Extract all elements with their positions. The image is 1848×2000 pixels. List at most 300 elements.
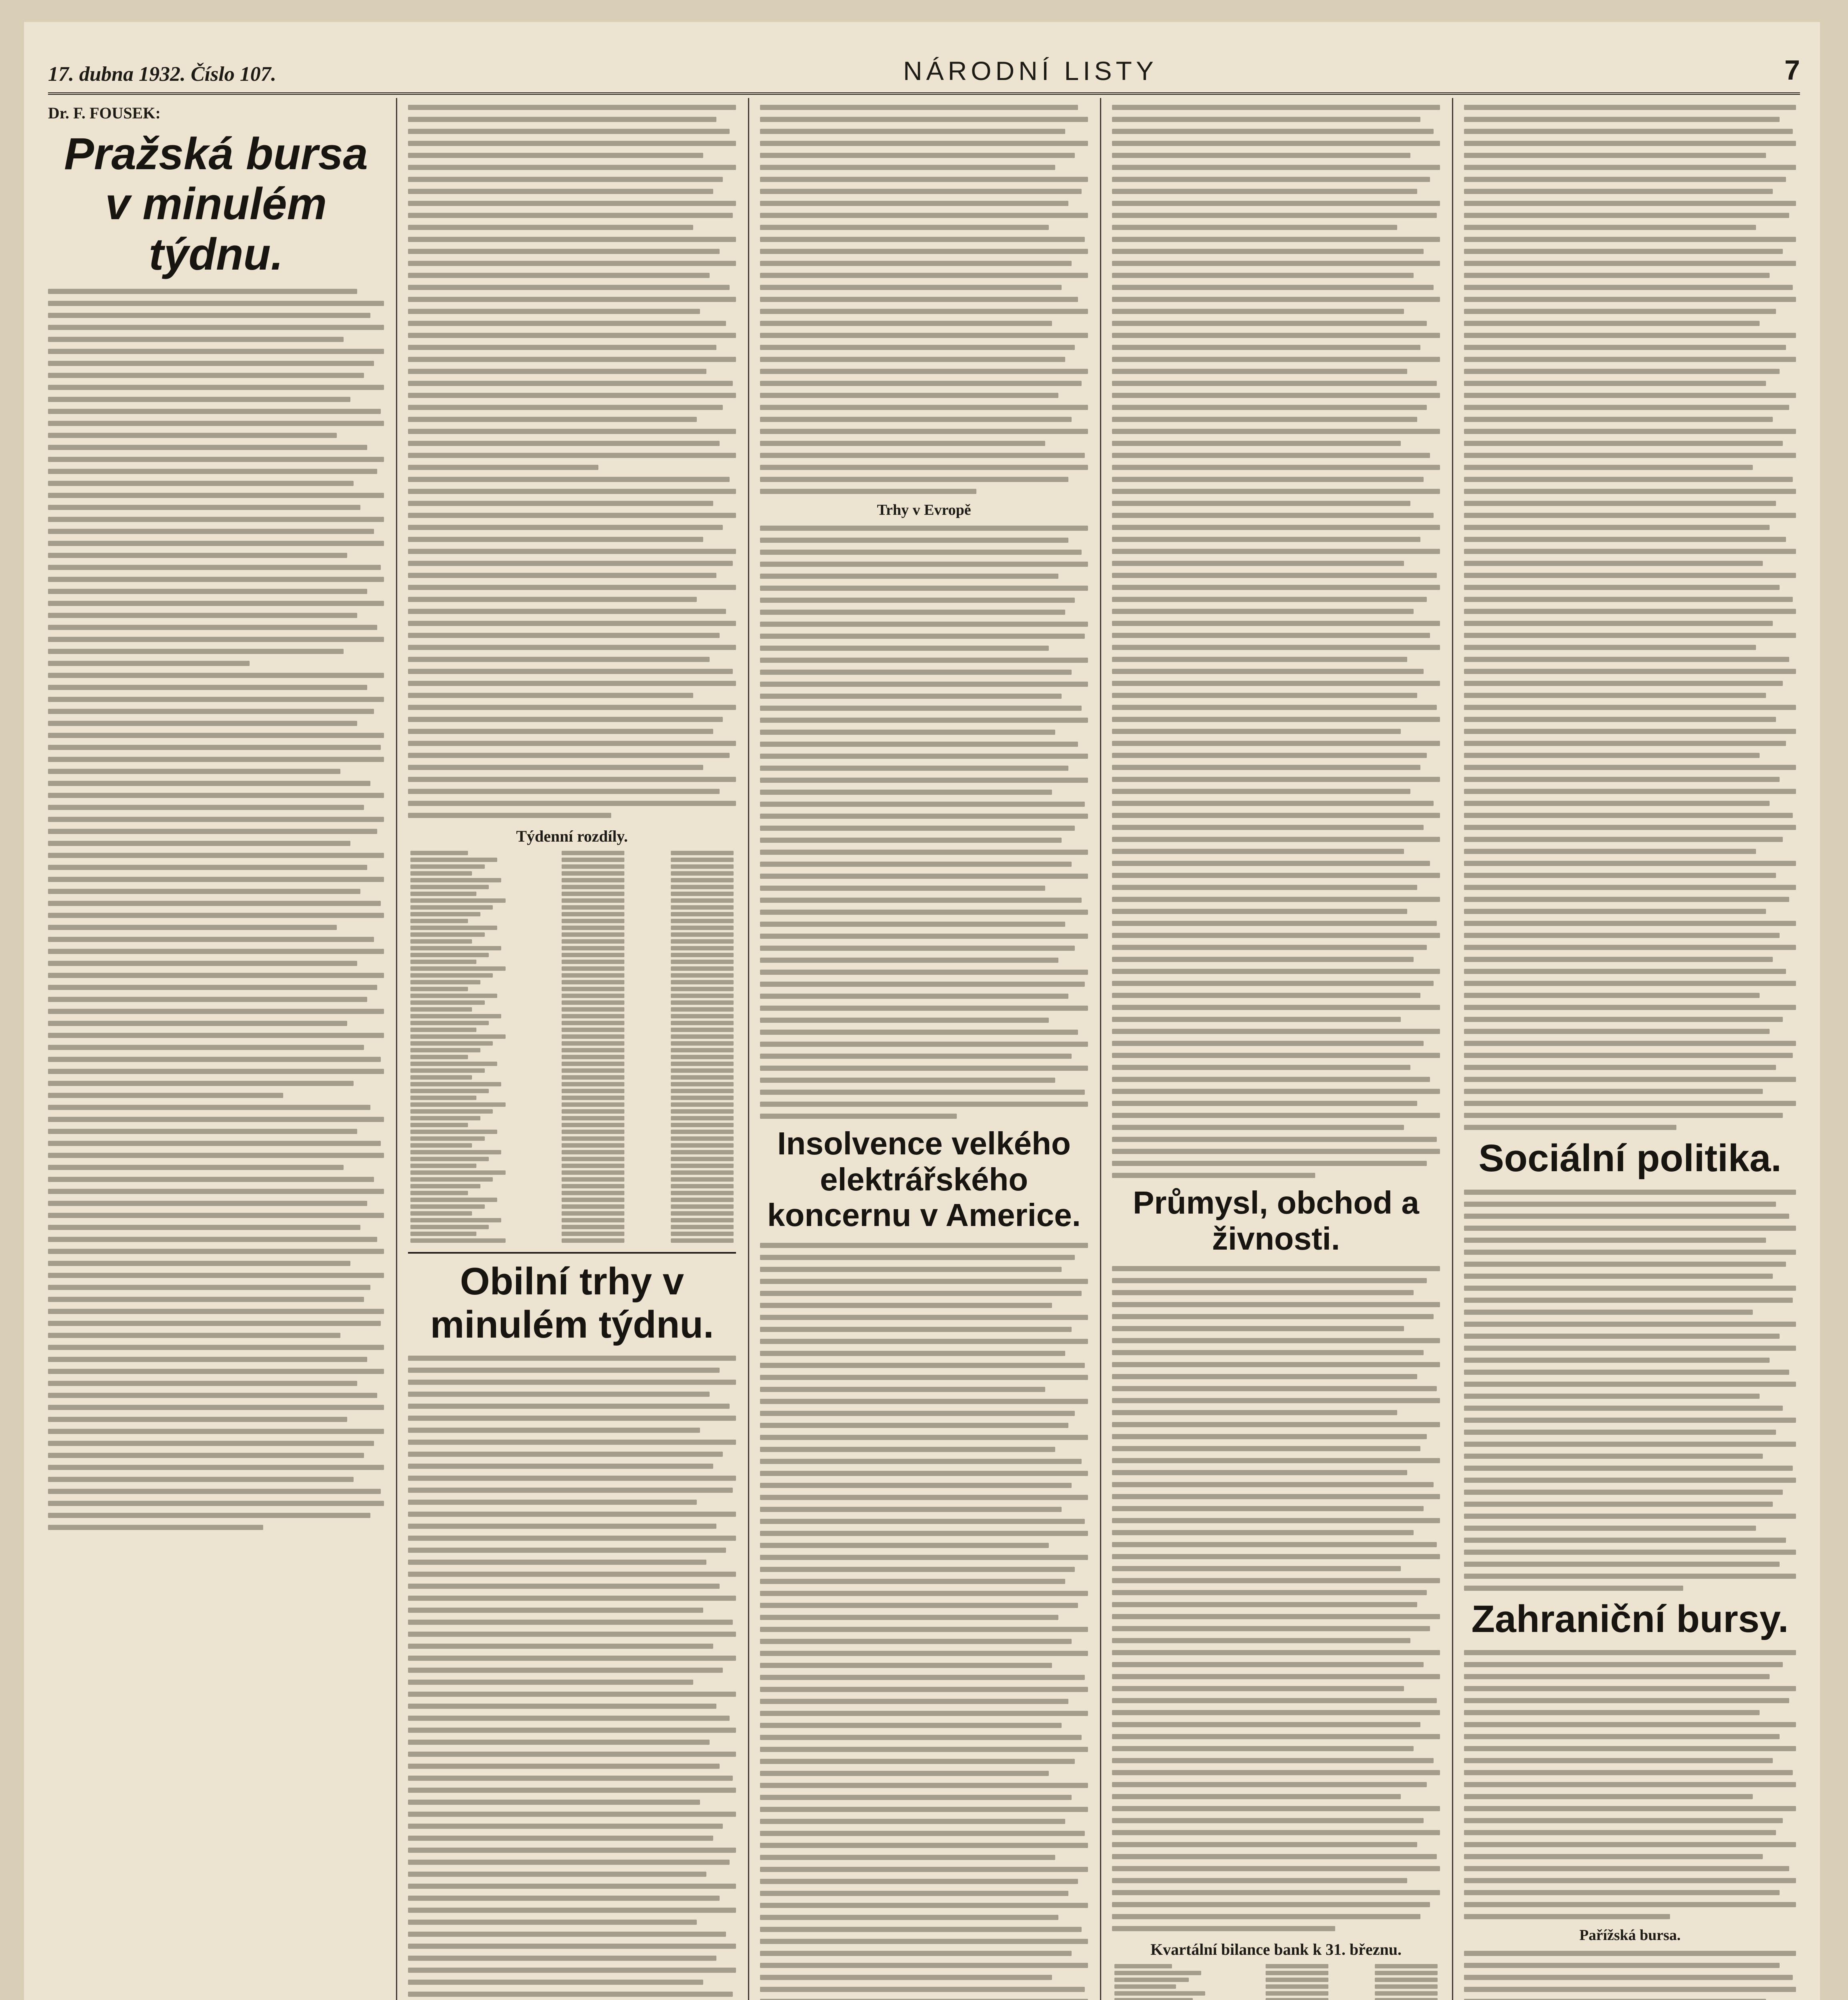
- text-line: [760, 381, 1082, 386]
- text-line: [1112, 669, 1424, 674]
- text-line: [48, 769, 340, 774]
- text-line: [760, 946, 1075, 951]
- table-cell: [408, 945, 517, 952]
- table-cell: [1331, 1997, 1440, 2000]
- table-cell-value: [410, 939, 472, 944]
- text-line: [760, 1831, 1085, 1836]
- text-line: [1464, 213, 1789, 218]
- text-line: [760, 778, 1088, 783]
- text-line: [1464, 1113, 1783, 1118]
- text-line: [408, 669, 733, 674]
- table-cell-value: [562, 912, 624, 916]
- text-line: [1464, 537, 1786, 542]
- table-cell-value: [410, 1082, 501, 1086]
- table-row: [408, 911, 736, 918]
- text-line: [1112, 945, 1427, 950]
- table-cell: [408, 897, 517, 904]
- table-cell: [408, 877, 517, 884]
- table-row: [408, 904, 736, 911]
- table-cell: [408, 931, 517, 938]
- table-cell-value: [410, 1170, 506, 1175]
- text-line: [1112, 801, 1434, 806]
- section-subhead: Pařížská bursa.: [1579, 1927, 1681, 1944]
- text-line: [760, 1471, 1088, 1476]
- text-line: [1464, 1358, 1770, 1363]
- table-cell: [517, 1094, 626, 1101]
- text-line: [408, 477, 730, 482]
- text-line: [760, 718, 1088, 723]
- table-cell: [627, 1006, 736, 1013]
- text-line: [760, 1543, 1049, 1548]
- text-line: [1112, 1926, 1335, 1931]
- table-cell: [627, 986, 736, 992]
- table-cell: [517, 1006, 626, 1013]
- text-line: [408, 117, 716, 122]
- text-line: [1464, 1586, 1683, 1591]
- table-cell: [627, 1054, 736, 1060]
- text-line: [760, 730, 1055, 735]
- text-line: [1112, 1161, 1427, 1166]
- text-line: [760, 934, 1088, 939]
- text-line: [408, 453, 736, 458]
- text-line: [1112, 345, 1420, 350]
- table-cell-value: [671, 1143, 734, 1148]
- table-cell-value: [671, 1170, 734, 1175]
- table-row: [408, 850, 736, 856]
- text-line: [48, 1045, 364, 1050]
- text-line: [1464, 909, 1766, 914]
- text-line: [1464, 237, 1796, 242]
- text-line: [760, 441, 1045, 446]
- text-line: [760, 1591, 1088, 1596]
- text-line: [48, 445, 367, 450]
- text-line: [408, 1836, 713, 1841]
- table-cell-value: [410, 1225, 489, 1229]
- text-line: [1464, 1650, 1796, 1655]
- table-row: [408, 992, 736, 999]
- text-line: [1112, 1674, 1440, 1679]
- text-line: [408, 405, 723, 410]
- text-line: [1464, 549, 1796, 554]
- text-line: [760, 1579, 1065, 1584]
- text-line: [1464, 1975, 1793, 1980]
- text-line: [1464, 873, 1776, 878]
- text-line: [1464, 501, 1776, 506]
- table-cell-value: [671, 1089, 734, 1093]
- table-cell: [517, 1142, 626, 1149]
- text-line: [48, 1369, 384, 1374]
- text-line: [760, 814, 1088, 819]
- text-line: [760, 117, 1088, 122]
- text-line: [760, 105, 1078, 110]
- table-cell: [1112, 1970, 1221, 1976]
- text-line: [1464, 585, 1780, 590]
- text-line: [760, 1399, 1088, 1404]
- text-line: [408, 357, 736, 362]
- table-cell: [408, 1067, 517, 1074]
- table-cell-value: [562, 1041, 624, 1046]
- table-row: [408, 1054, 736, 1060]
- text-line: [1112, 1137, 1437, 1142]
- text-line: [1464, 1406, 1783, 1411]
- table-cell-value: [410, 1177, 493, 1182]
- text-line: [1464, 105, 1796, 110]
- table-cell: [408, 863, 517, 870]
- text-line: [1464, 429, 1796, 434]
- table-cell: [627, 1074, 736, 1081]
- text-line: [1112, 369, 1407, 374]
- table-cell: [408, 1108, 517, 1115]
- table-cell: [627, 1217, 736, 1224]
- text-line: [48, 733, 384, 738]
- data-table-block: [408, 827, 736, 1244]
- text-line: [48, 1393, 377, 1398]
- table-cell: [517, 924, 626, 931]
- text-line: [1112, 489, 1440, 494]
- table-row: [408, 938, 736, 945]
- text-line: [408, 1452, 723, 1457]
- article-headline: Insolvence velkého elektrářského koncernu v Americe.: [767, 1126, 1081, 1233]
- text-paragraph: [48, 1105, 384, 1530]
- text-line: [1464, 1029, 1770, 1034]
- text-line: [408, 1692, 736, 1697]
- table-cell: [627, 992, 736, 999]
- text-line: [48, 505, 360, 510]
- text-line: [48, 661, 250, 666]
- table-cell: [627, 952, 736, 958]
- text-line: [1112, 1266, 1440, 1271]
- text-line: [1112, 381, 1437, 386]
- text-line: [1464, 177, 1786, 182]
- text-line: [760, 405, 1088, 410]
- text-line: [1464, 1322, 1796, 1327]
- text-line: [760, 1447, 1055, 1452]
- table-cell-value: [1114, 1991, 1205, 1996]
- text-paragraph: [48, 673, 384, 1098]
- text-line: [1112, 873, 1440, 878]
- text-line: [408, 1764, 720, 1769]
- text-line: [1464, 693, 1766, 698]
- text-line: [48, 1081, 354, 1086]
- table-row: [1112, 1963, 1440, 1970]
- table-cell: [627, 958, 736, 965]
- table-cell-value: [410, 932, 485, 937]
- text-line: [48, 841, 350, 846]
- text-line: [1464, 285, 1793, 290]
- table-cell: [517, 1033, 626, 1040]
- text-line: [760, 1711, 1088, 1716]
- text-paragraph: [48, 289, 384, 666]
- text-line: [1112, 165, 1440, 170]
- table-cell-value: [562, 1211, 624, 1216]
- text-line: [408, 585, 736, 590]
- text-line: [1464, 849, 1756, 854]
- text-line: [408, 1392, 710, 1397]
- table-cell: [517, 890, 626, 897]
- text-line: [1464, 897, 1789, 902]
- table-cell: [627, 890, 736, 897]
- table-cell: [408, 911, 517, 918]
- text-line: [48, 589, 367, 594]
- text-line: [760, 910, 1088, 915]
- text-line: [1464, 765, 1796, 770]
- text-line: [1464, 681, 1783, 686]
- section-subhead: Trhy v Evropě: [877, 502, 971, 518]
- text-line: [1464, 1382, 1796, 1387]
- text-line: [1112, 729, 1401, 734]
- text-line: [1112, 981, 1434, 986]
- text-line: [1112, 861, 1430, 866]
- table-cell-value: [562, 1068, 624, 1073]
- text-line: [48, 457, 384, 462]
- table-cell-value: [410, 1089, 489, 1093]
- text-line: [1464, 1722, 1796, 1727]
- text-line: [1112, 1350, 1424, 1355]
- text-line: [48, 1321, 381, 1326]
- table-cell-value: [562, 1028, 624, 1032]
- table-cell: [517, 870, 626, 877]
- table-cell: [627, 1237, 736, 1244]
- text-line: [48, 373, 364, 378]
- text-line: [760, 465, 1088, 470]
- table-row: [408, 1026, 736, 1033]
- text-line: [408, 741, 736, 746]
- table-row: [408, 965, 736, 972]
- text-line: [48, 793, 384, 798]
- table-cell-value: [562, 966, 624, 971]
- article-headline: Obilní trhy v minulém týdnu.: [430, 1260, 714, 1346]
- table-cell-value: [562, 1204, 624, 1209]
- table-cell-value: [562, 1170, 624, 1175]
- text-line: [1112, 1710, 1440, 1715]
- article-headline: Zahraniční bursy.: [1471, 1597, 1789, 1640]
- text-line: [760, 1423, 1068, 1428]
- text-line: [1464, 513, 1796, 518]
- text-line: [1112, 1782, 1427, 1787]
- text-line: [1464, 321, 1760, 326]
- text-line: [1112, 1278, 1427, 1283]
- text-line: [48, 1309, 384, 1314]
- table-cell: [408, 1224, 517, 1230]
- text-line: [1464, 1502, 1773, 1507]
- table-cell-value: [410, 1096, 476, 1100]
- text-line: [1464, 453, 1796, 458]
- text-line: [408, 153, 703, 158]
- text-line: [1112, 1914, 1420, 1919]
- table-cell: [517, 1224, 626, 1230]
- table-row: [408, 1115, 736, 1122]
- table-cell-value: [1266, 1984, 1328, 1989]
- text-line: [760, 1078, 1055, 1083]
- text-line: [1464, 981, 1796, 986]
- table-row: [408, 1183, 736, 1190]
- text-line: [1464, 621, 1773, 626]
- table-cell: [627, 1210, 736, 1217]
- text-line: [1464, 1442, 1796, 1447]
- text-line: [1464, 1274, 1773, 1279]
- table-cell-value: [562, 1130, 624, 1134]
- text-line: [1112, 1722, 1420, 1727]
- table-cell: [1331, 1976, 1440, 1983]
- table-cell-value: [410, 1055, 468, 1059]
- text-line: [408, 165, 736, 170]
- text-line: [48, 853, 384, 858]
- text-line: [1112, 1089, 1440, 1094]
- newspaper-page: [24, 22, 1820, 2000]
- text-line: [1112, 453, 1430, 458]
- text-line: [760, 1090, 1085, 1095]
- table-cell-value: [671, 1116, 734, 1120]
- text-line: [1464, 1550, 1796, 1555]
- text-line: [408, 1656, 736, 1661]
- table-cell-value: [562, 1082, 624, 1086]
- text-line: [760, 1483, 1072, 1488]
- table-cell: [517, 1020, 626, 1026]
- text-line: [760, 1951, 1072, 1956]
- text-line: [1112, 633, 1430, 638]
- text-line: [48, 625, 377, 630]
- text-line: [48, 997, 367, 1002]
- table-row: [408, 1081, 736, 1088]
- table-cell-value: [1114, 1998, 1193, 2000]
- text-line: [48, 1453, 364, 1458]
- table-cell-value: [410, 1034, 506, 1039]
- text-line: [760, 141, 1088, 146]
- text-line: [1112, 1470, 1407, 1475]
- table-cell: [517, 1210, 626, 1217]
- table-cell-value: [410, 1116, 480, 1120]
- table-row: [408, 972, 736, 979]
- table-cell: [517, 931, 626, 938]
- table-cell: [408, 1190, 517, 1196]
- text-line: [1112, 117, 1420, 122]
- text-line: [408, 1584, 720, 1589]
- text-line: [1464, 1478, 1796, 1483]
- paper-name: NÁRODNÍ LISTY: [903, 56, 1158, 86]
- text-line: [48, 1489, 381, 1494]
- table-cell-value: [410, 858, 497, 862]
- text-line: [1464, 1238, 1766, 1243]
- table-cell: [627, 931, 736, 938]
- text-line: [1112, 765, 1420, 770]
- text-line: [1464, 117, 1780, 122]
- table-cell-value: [562, 1109, 624, 1114]
- text-line: [408, 789, 720, 794]
- table-cell: [408, 1047, 517, 1054]
- table-cell-value: [562, 1075, 624, 1080]
- table-cell: [408, 904, 517, 911]
- text-line: [1464, 165, 1796, 170]
- text-line: [760, 1303, 1052, 1308]
- text-line: [408, 729, 713, 734]
- text-line: [1464, 297, 1796, 302]
- table-cell-value: [410, 1184, 480, 1188]
- data-table: [1112, 1963, 1440, 2000]
- table-cell-value: [562, 1034, 624, 1039]
- text-line: [408, 369, 706, 374]
- text-line: [1112, 885, 1417, 890]
- text-line: [48, 985, 377, 990]
- table-cell: [1221, 1970, 1330, 1976]
- text-line: [760, 213, 1088, 218]
- text-line: [48, 1057, 381, 1062]
- table-cell-value: [562, 1062, 624, 1066]
- text-line: [1464, 333, 1796, 338]
- table-row: [408, 1074, 736, 1081]
- text-line: [1112, 1806, 1440, 1811]
- text-line: [1112, 273, 1414, 278]
- article-byline: Dr. F. FOUSEK:: [48, 104, 161, 122]
- text-line: [760, 249, 1088, 254]
- text-line: [408, 309, 700, 314]
- text-line: [760, 285, 1062, 290]
- table-cell: [408, 1203, 517, 1210]
- text-line: [760, 1903, 1088, 1908]
- text-line: [760, 1687, 1088, 1692]
- text-line: [1112, 1578, 1440, 1583]
- text-line: [408, 1632, 736, 1637]
- table-cell: [517, 904, 626, 911]
- table-row: [1112, 1997, 1440, 2000]
- table-cell: [408, 958, 517, 965]
- text-line: [48, 877, 384, 882]
- table-row: [408, 1135, 736, 1142]
- text-line: [1112, 1434, 1427, 1439]
- data-table-block: [1112, 1940, 1440, 2000]
- table-row: [408, 1190, 736, 1196]
- table-cell-value: [562, 892, 624, 896]
- table-cell-value: [1375, 1964, 1438, 1968]
- text-line: [408, 1404, 730, 1409]
- table-cell-value: [671, 1000, 734, 1005]
- text-line: [48, 1477, 354, 1482]
- text-line: [1112, 1878, 1407, 1883]
- table-cell: [517, 1237, 626, 1244]
- text-line: [1464, 885, 1796, 890]
- text-line: [760, 970, 1088, 975]
- table-cell-value: [671, 919, 734, 923]
- text-line: [760, 1411, 1075, 1416]
- table-cell: [517, 1217, 626, 1224]
- table-cell: [627, 1108, 736, 1115]
- text-line: [408, 1752, 736, 1757]
- text-line: [760, 1363, 1085, 1368]
- text-line: [1464, 1065, 1776, 1070]
- table-cell-value: [1114, 1971, 1201, 1975]
- text-line: [760, 477, 1068, 482]
- text-line: [408, 393, 736, 398]
- text-line: [760, 574, 1058, 579]
- text-line: [1112, 417, 1417, 422]
- text-line: [1112, 1053, 1440, 1058]
- text-line: [760, 1867, 1088, 1872]
- text-line: [760, 1879, 1078, 1884]
- table-cell: [408, 1176, 517, 1183]
- table-cell: [408, 850, 517, 856]
- table-cell-value: [562, 1007, 624, 1012]
- text-line: [1464, 1041, 1796, 1046]
- table-cell-value: [410, 1198, 497, 1202]
- text-line: [1112, 405, 1427, 410]
- text-line: [1112, 153, 1410, 158]
- table-cell: [627, 918, 736, 924]
- text-line: [760, 1603, 1078, 1608]
- text-line: [1464, 1951, 1796, 1956]
- table-cell-value: [410, 919, 468, 923]
- table-cell: [408, 1006, 517, 1013]
- table-cell-value: [671, 1136, 734, 1141]
- text-line: [760, 598, 1075, 603]
